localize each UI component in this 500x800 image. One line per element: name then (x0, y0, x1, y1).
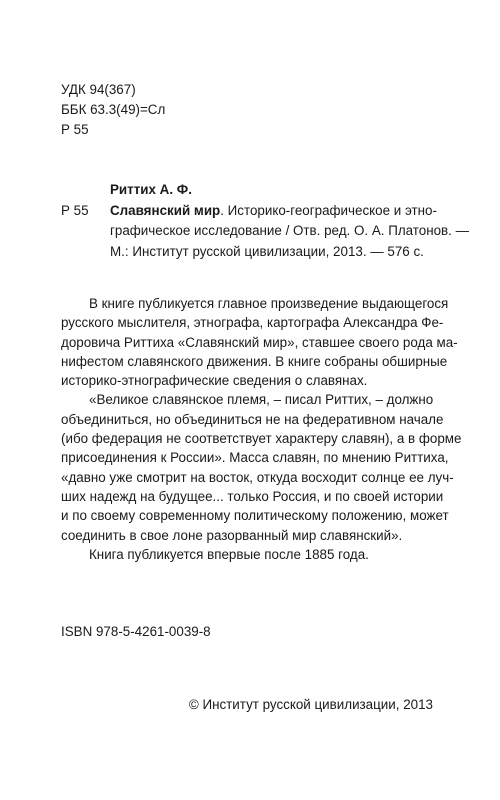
bibliographic-line-2: графическое исследование / Отв. ред. О. А. Платонов. — (110, 223, 470, 238)
bibliographic-line-1 (110, 201, 441, 222)
copyright-notice: © Институт русской цивилизации, 2013 (188, 697, 433, 712)
annotation-p3-line: Книга публикуется впервые после 1885 года. (89, 546, 369, 562)
bibliographic-record (61, 180, 470, 262)
bibliographic-line-1-rest: . Историко-географическое и этно- (220, 202, 437, 218)
annotation-p1-line: историко-этнографические сведения о славянах. (61, 373, 368, 389)
annotation (61, 294, 462, 564)
annotation-p1-line: нифестом славянского движения. В книге собраны обширные (61, 353, 448, 369)
isbn: ISBN 978-5-4261-0039-8 (61, 624, 211, 639)
udk-code: УДК 94(367) (61, 82, 136, 97)
annotation-p2-line: (ибо федерация не соответствует характеру славян), а в форме (61, 431, 462, 447)
annotation-p1-line: доровича Риттиха «Славянский мир», ставшее своего рода ма- (61, 334, 458, 350)
book-title: Славянский мир (110, 202, 221, 218)
annotation-p2-line: объединиться, но объединиться не на федеративном начале (61, 411, 444, 427)
classification-block (61, 80, 165, 140)
annotation-p2-line: соединить в свое лоне разорванный мир славянский». (61, 527, 403, 543)
bibliographic-line-3: М.: Институт русской цивилизации, 2013. — 576 с. (110, 243, 424, 259)
bbk-code: ББК 63.3(49)=Сл (61, 102, 166, 117)
annotation-p2-line: «давно уже смотрит на восток, откуда восходит солнце ее луч- (61, 469, 454, 485)
bibliographic-code: Р 55 (61, 202, 89, 218)
author-heading: Риттих А. Ф. (110, 182, 192, 197)
annotation-p2-line: присоединения к России». Масса славян, по мнению Риттиха, (61, 450, 449, 466)
annotation-p1-line: русского мыслителя, этнографа, картографа Александра Фе- (61, 315, 444, 331)
annotation-p2-line: «Великое славянское племя, – писал Риттих, – должно (89, 392, 434, 408)
annotation-p2-line: ших надежд на будущее... только Россия, и по своей истории (61, 488, 444, 504)
annotation-p2-line: и по своему современному политическому положению, может (61, 508, 449, 524)
annotation-p1-line: В книге публикуется главное произведение выдающегося (89, 296, 449, 311)
bibliographic-description (61, 201, 470, 263)
author-sign-code: Р 55 (61, 122, 89, 137)
